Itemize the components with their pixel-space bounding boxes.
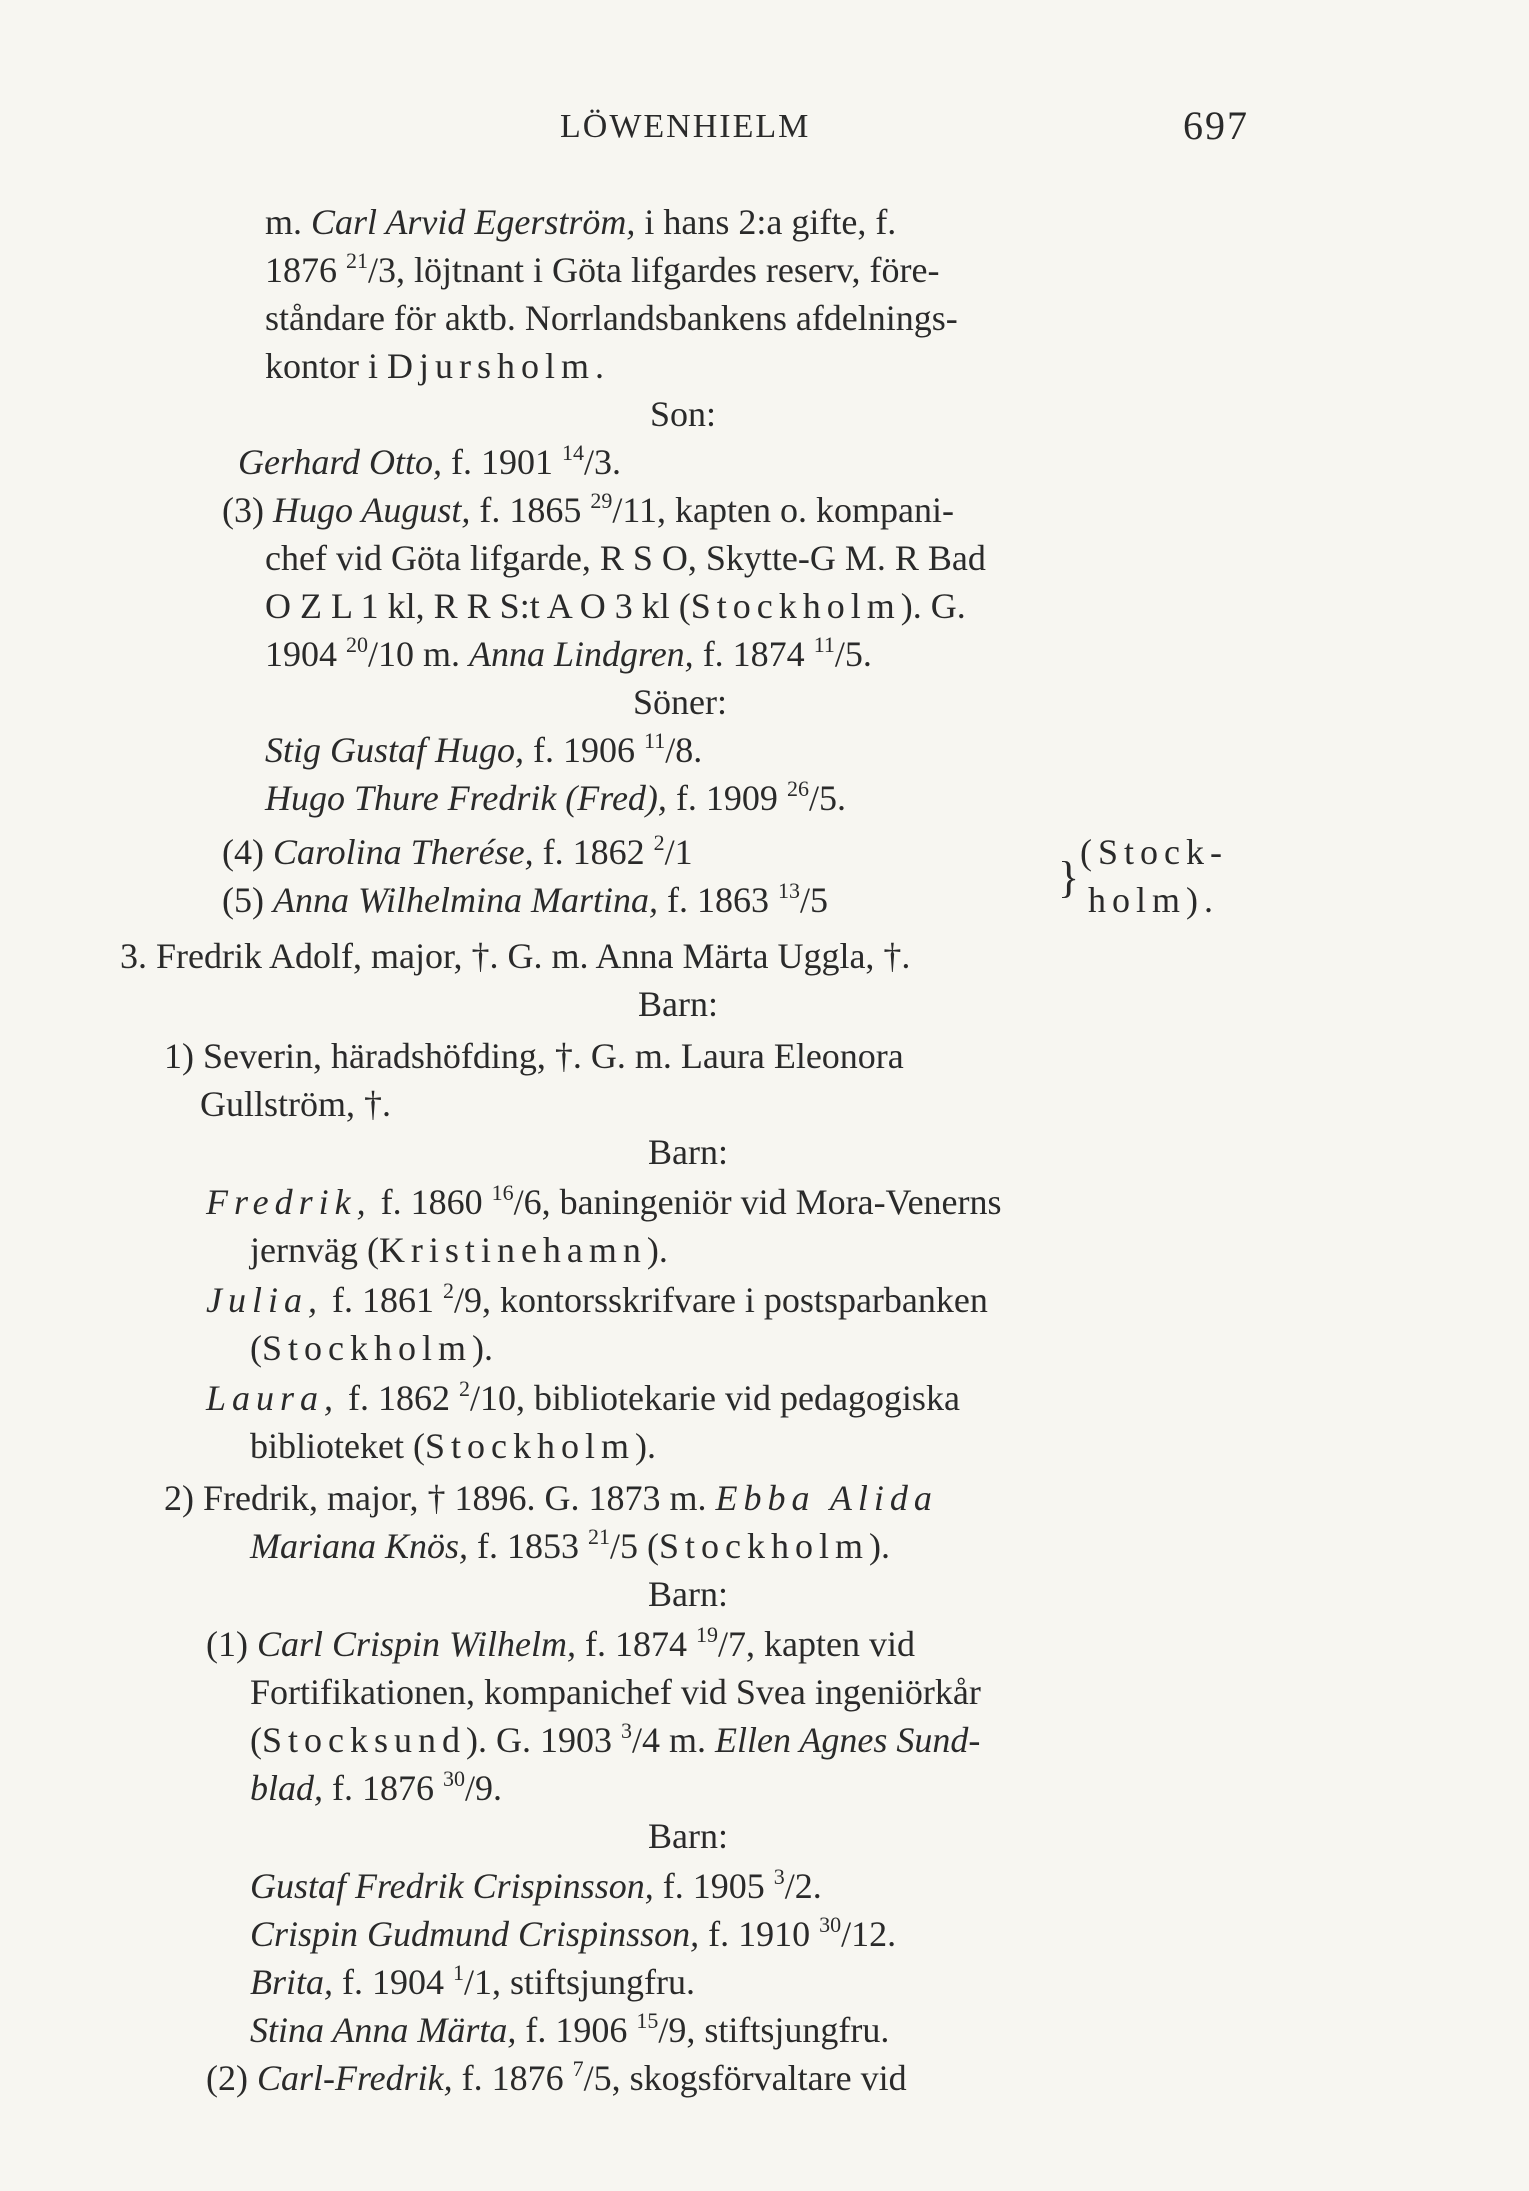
section-heading: Barn: [638,984,718,1024]
text-line: jernväg (Kristinehamn). [250,1230,668,1270]
text-line: holm). [1088,880,1219,920]
page-number: 697 [1183,103,1249,148]
text-line: Gerhard Otto, f. 1901 $^{14}$/3. [238,440,622,482]
text-line: Fortifikationen, kompanichef vid Svea ingeniörkår [250,1672,981,1712]
text-line: Hugo Thure Fredrik (Fred), f. 1909 $^{26}$/5. [265,776,846,818]
text-line: 3. Fredrik Adolf, major, †. G. m. Anna Märta Uggla, †. [120,936,911,976]
text-line: kontor i Djursholm. [265,346,605,386]
text-line: (2) Carl-Fredrik, f. 1876 $^7$/5, skogsförvaltare vid [206,2056,907,2098]
text-line: Brita, f. 1904 $^1$/1, stiftsjungfru. [250,1960,696,2002]
text-line: blad, f. 1876 $^{30}$/9. [250,1766,503,1808]
text-line: Laura, f. 1862 $^2$/10, bibliotekarie vid pedagogiska [206,1376,960,1418]
text-line: (4) Carolina Therése, f. 1862 $^2$/1 [222,830,693,872]
section-heading: Söner: [633,682,727,722]
text-line: (1) Carl Crispin Wilhelm, f. 1874 $^{19}$/7, kapten vid [206,1622,915,1664]
text-line: Crispin Gudmund Crispinsson, f. 1910 $^{30}$/12. [250,1912,897,1954]
text-line: (5) Anna Wilhelmina Martina, f. 1863 $^{13}$/5 [222,878,828,920]
text-line: 2) Fredrik, major, † 1896. G. 1873 m. Ebba Alida [164,1478,938,1518]
text-line: chef vid Göta lifgarde, R S O, Skytte-G M. R Bad [265,538,986,578]
text-line: Stina Anna Märta, f. 1906 $^{15}$/9, stiftsjungfru. [250,2008,890,2050]
text-line: ståndare för aktb. Norrlandsbankens afdelnings- [265,298,958,338]
text-line: 1904 $^{20}$/10 m. Anna Lindgren, f. 1874 $^{11}$/5. [265,632,872,674]
text-line: 1) Severin, häradshöfding, †. G. m. Laura Eleonora [164,1036,904,1076]
text-line: Gullström, †. [200,1084,392,1124]
text-line: Mariana Knös, f. 1853 $^{21}$/5 (Stockholm). [250,1524,891,1566]
text-line: Stig Gustaf Hugo, f. 1906 $^{11}$/8. [265,728,703,770]
text-line: biblioteket (Stockholm). [250,1426,656,1466]
brace: } [1058,853,1080,902]
section-heading: Barn: [648,1574,728,1614]
text-line: (3) Hugo August, f. 1865 $^{29}$/11, kapten o. kompani- [222,488,954,530]
section-heading: Barn: [648,1132,728,1172]
header-title: LÖWENHIELM [560,108,811,145]
text-line: Fredrik, f. 1860 $^{16}$/6, baningeniör vid Mora-Venerns [206,1180,1002,1222]
section-heading: Son: [649,394,717,434]
text-line: (Stocksund). G. 1903 $^3$/4 m. Ellen Agnes Sund- [250,1718,981,1760]
text-line: Julia, f. 1861 $^2$/9, kontorsskrifvare i postsparbanken [206,1278,988,1320]
text-line: O Z L 1 kl, R R S:t A O 3 kl (Stockholm). G. [265,586,966,626]
text-line: m. Carl Arvid Egerström, i hans 2:a gifte, f. [265,202,897,242]
text-line: (Stockholm). [250,1328,494,1368]
text-line: (Stock- [1080,832,1228,872]
text-line: Gustaf Fredrik Crispinsson, f. 1905 $^3$/2. [250,1864,822,1906]
section-heading: Barn: [648,1816,728,1856]
text-line: 1876 $^{21}$/3, löjtnant i Göta lifgardes reserv, före- [265,248,940,290]
